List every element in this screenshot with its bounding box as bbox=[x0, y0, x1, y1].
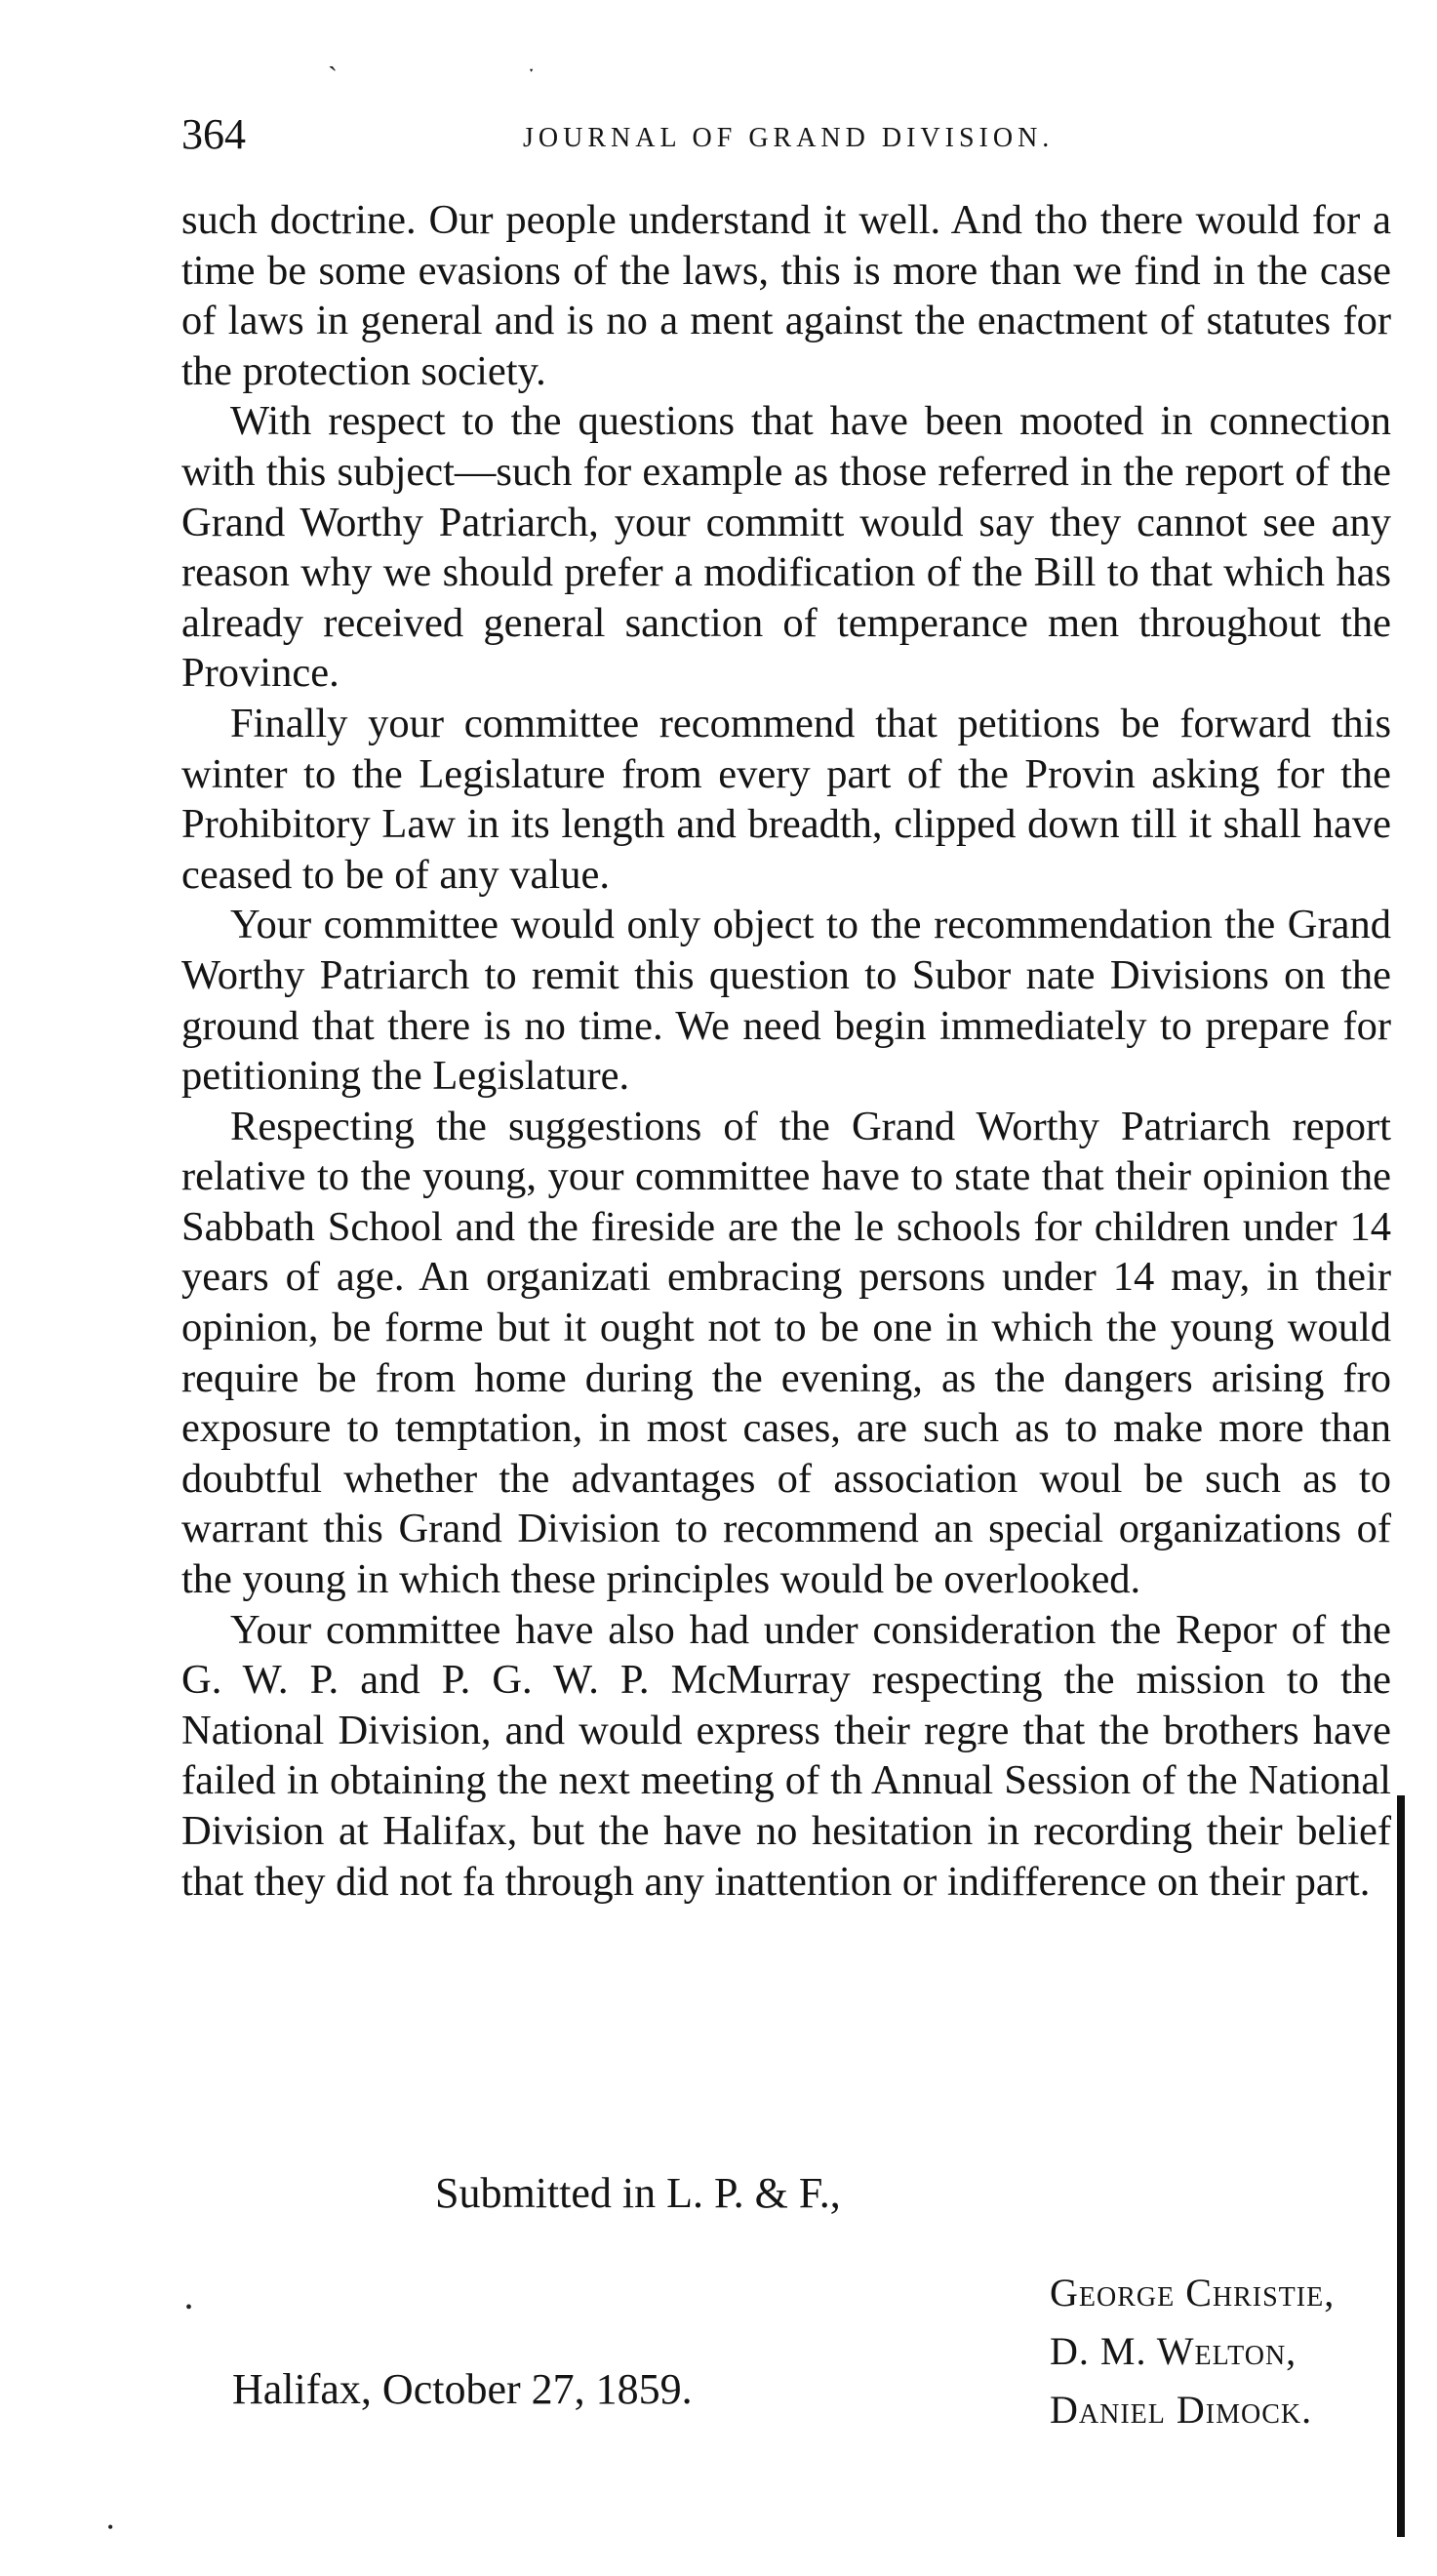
page-header bbox=[181, 109, 1372, 168]
stray-dot-mark: • bbox=[185, 2297, 193, 2318]
signature-block bbox=[1050, 2264, 1335, 2439]
signature-name: George Christie, bbox=[1050, 2271, 1336, 2314]
body-text bbox=[181, 195, 1391, 1907]
stray-dot-mark: • bbox=[107, 2517, 114, 2537]
paragraph: such doctrine. Our people understand it well. And tho there would for a time be some evasions of the laws, this is more than we find in the case of laws in general and is no a ment against the enactment of statutes for the protection society. bbox=[181, 197, 1391, 394]
page-edge-shadow bbox=[1397, 1795, 1405, 2537]
page-number: 364 bbox=[181, 110, 246, 158]
paragraph: Your committee would only object to the recommendation the Grand Worthy Patriarch to remit this question to Subor nate Divisions on the ground that there is no time. We need begin immediately to prepare for petitioning the Legislature. bbox=[181, 902, 1391, 1100]
paragraph: Your committee have also had under consideration the Repor of the G. W. P. and P. G. W. P. McMurray respecting the mission to the National Division, and would express their regre that the brothers have failed in obtaining the next meeting of th Annual Session of the National Division at Halifax, but the have no hesitation in recording their belief that they did not fa through any inattention or indifference on their part. bbox=[181, 1606, 1391, 1905]
stray-dot-mark: ˑ bbox=[528, 59, 536, 87]
paragraph: With respect to the questions that have been mooted in connection with this subject—such for example as those referred in the report of the Grand Worthy Patriarch, your committ would say they cannot see any reason why we should prefer a modification of the Bill to that which has already received general sanction of temperance men throughout the Province. bbox=[181, 398, 1391, 697]
paragraph: Respecting the suggestions of the Grand Worthy Patriarch report relative to the young, your committee have to state that their opinion the Sabbath School and the fireside are the le schools for children under 14 years of age. An organizati embracing persons under 14 may, in their opinion, be forme but it ought not to be one in which the young would require be from home during the evening, as the dangers arising fro exposure to temptation, in most cases, are such as to make more than doubtful whether the advantages of association woul be such as to warrant this Grand Division to recommend an special organizations of the young in which these principles would be overlooked. bbox=[181, 1103, 1391, 1603]
place-date: Halifax, October 27, 1859. bbox=[232, 2365, 693, 2413]
running-title: JOURNAL OF GRAND DIVISION. bbox=[523, 123, 1055, 153]
paragraph: Finally your committee recommend that petitions be forward this winter to the Legislature from every part of the Provin asking for the Prohibitory Law in its length and breadth, clipped down till it shall have ceased to be of any value. bbox=[181, 700, 1391, 898]
signature-name: D. M. Welton, bbox=[1050, 2329, 1297, 2373]
submitted-line: Submitted in L. P. & F., bbox=[435, 2169, 841, 2217]
stray-tick-mark: ˎ bbox=[328, 39, 338, 71]
signature-name: Daniel Dimock. bbox=[1050, 2388, 1313, 2432]
